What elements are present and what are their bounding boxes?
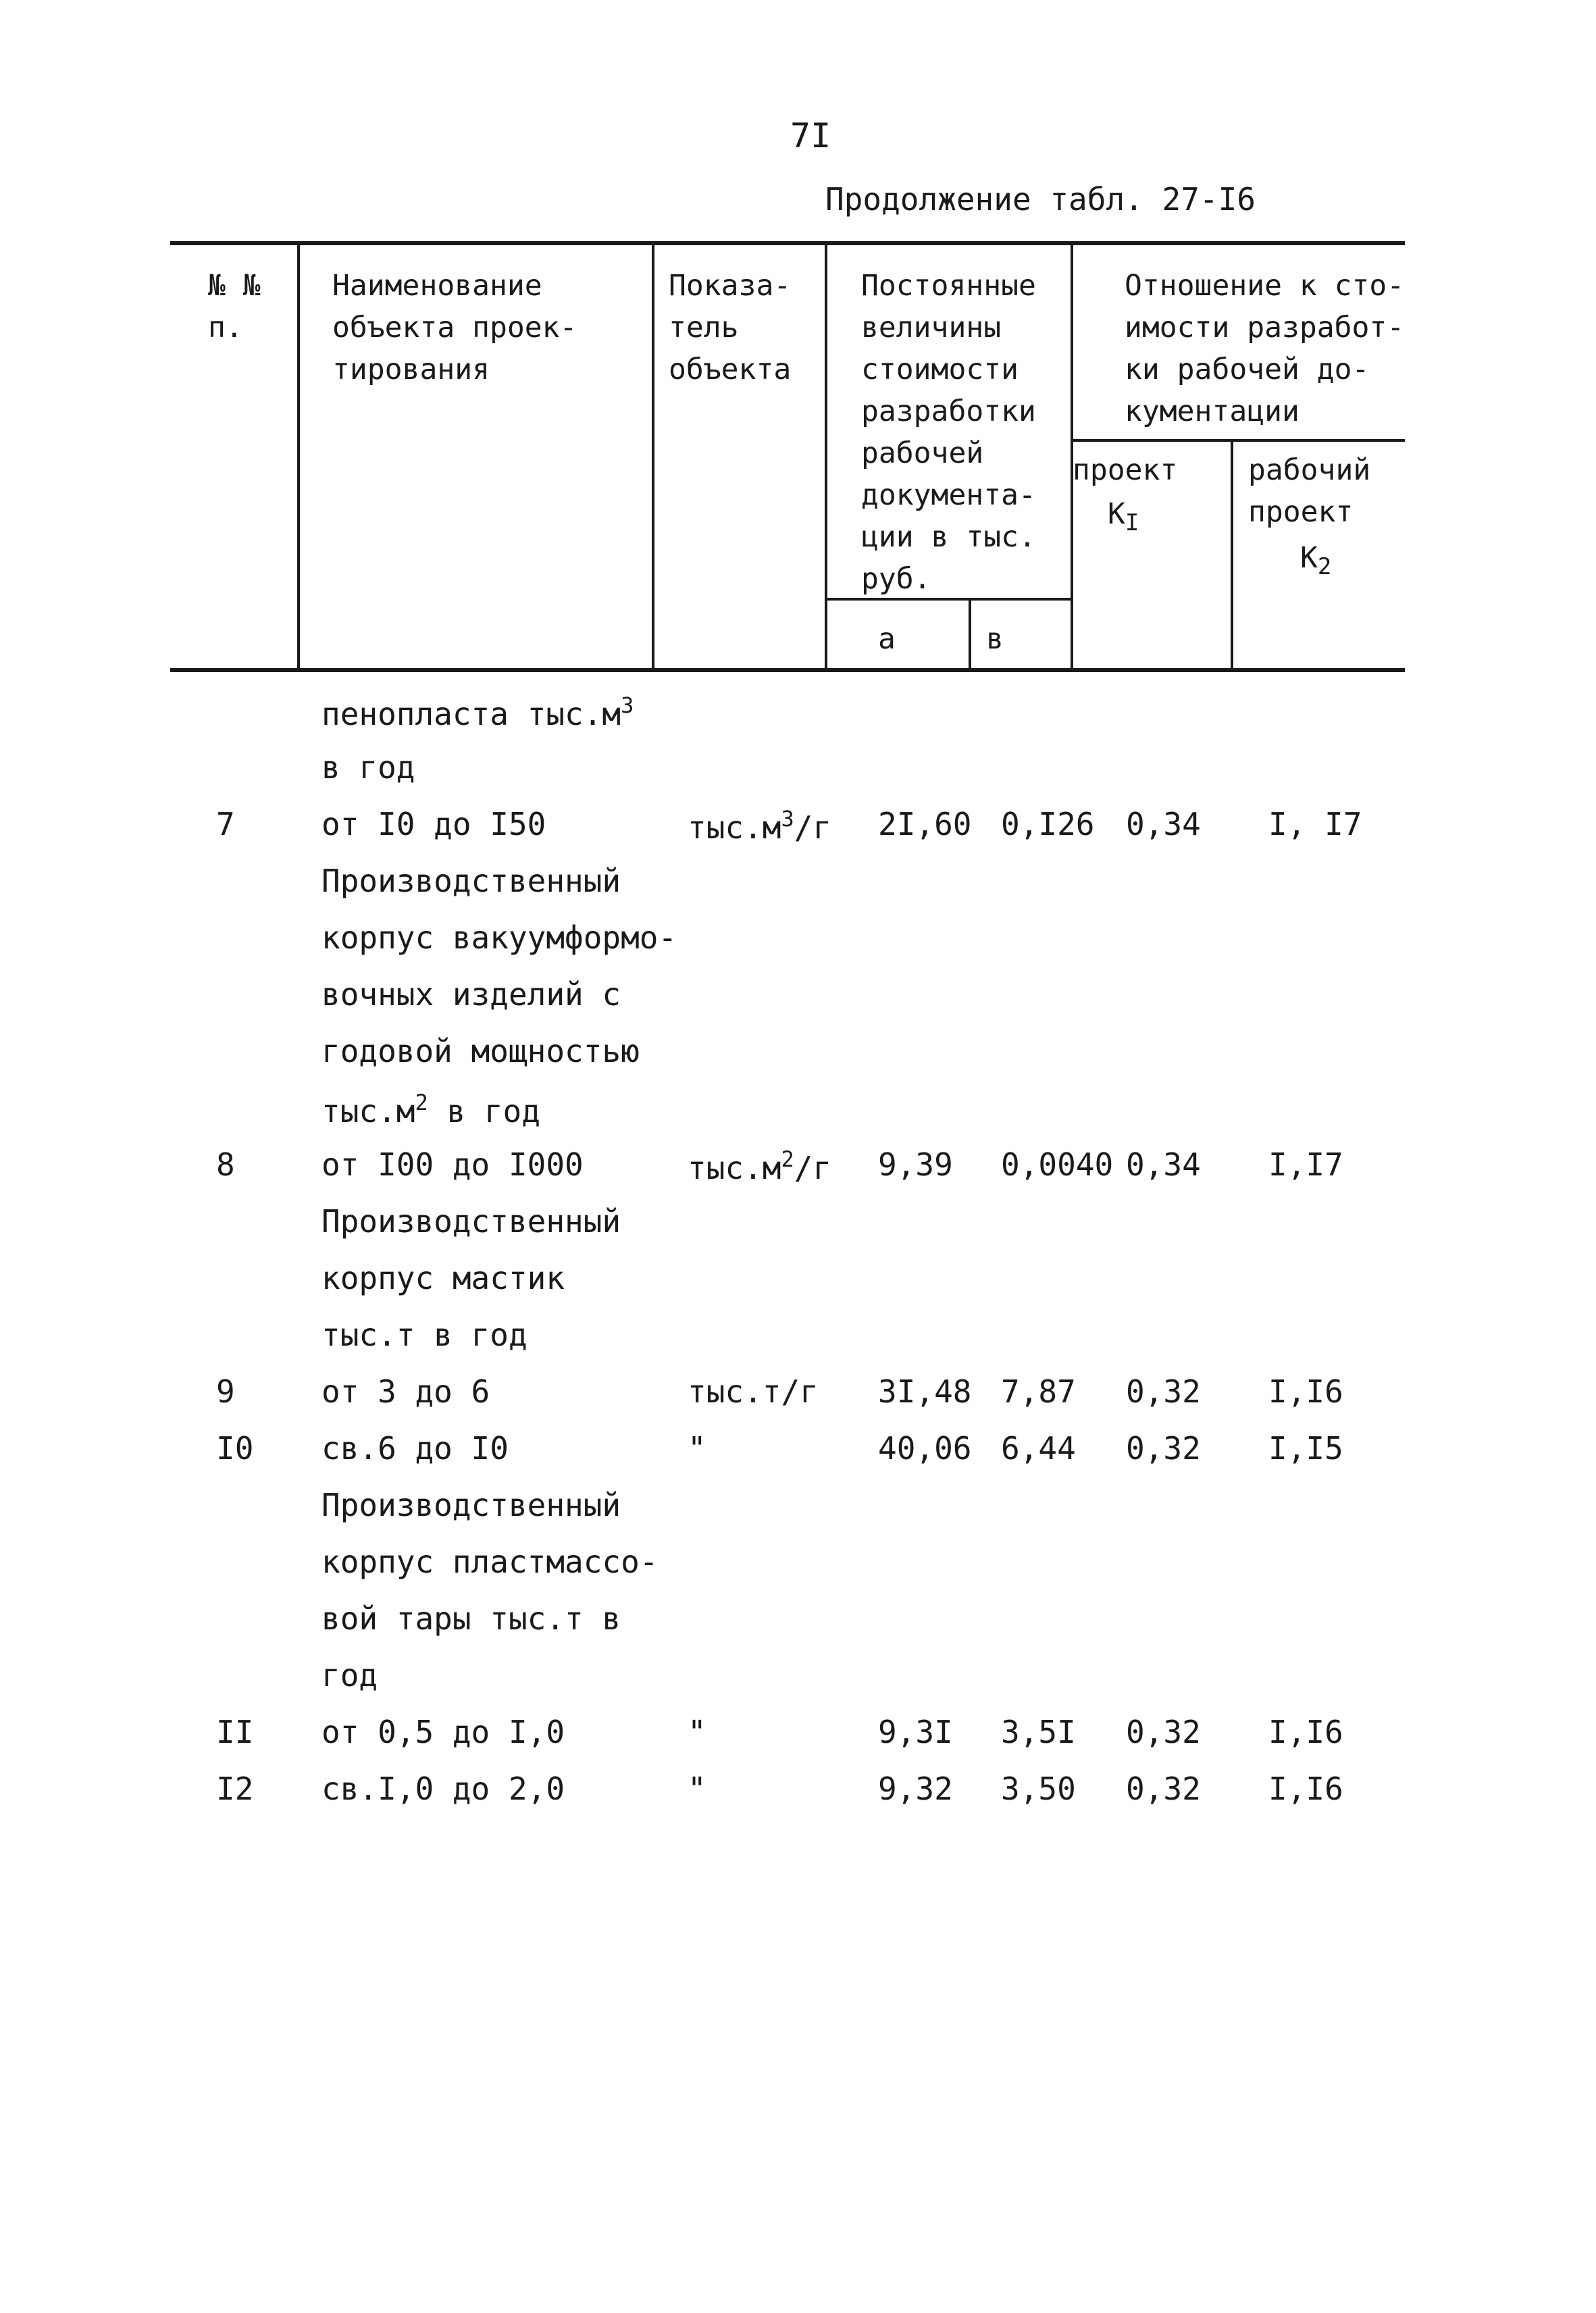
- row-name-text: пенопласта тыс.м: [321, 696, 621, 732]
- row-name: [321, 1544, 659, 1580]
- row-ratio-k1: [1126, 1373, 1201, 1410]
- row-indicator: [688, 1771, 706, 1807]
- row-value-a-text: 40,06: [878, 1430, 972, 1467]
- row-ratio-k2-text: I,I6: [1268, 1771, 1343, 1807]
- row-ratio-k1-text: 0,32: [1126, 1714, 1201, 1750]
- row-ratio-k2-text: I,I5: [1268, 1430, 1343, 1467]
- row-name-text: св.6 до I0: [321, 1430, 509, 1467]
- row-indicator: [688, 1714, 706, 1750]
- row-name: [321, 1771, 565, 1807]
- page-number: 7I: [790, 116, 831, 155]
- header-constants: Постоянные величины стоимости разработки рабочей документа- ции в тыс. руб.: [861, 269, 1036, 596]
- row-indicator: [688, 806, 831, 846]
- row-value-a: [878, 1373, 971, 1410]
- row-name-text: год: [321, 1657, 378, 1694]
- header-indicator: Показа- тель объекта: [669, 269, 792, 386]
- row-value-a-text: 9,39: [878, 1146, 953, 1183]
- row-ratio-k1: [1126, 806, 1201, 842]
- row-name: [321, 1487, 621, 1523]
- row-value-a: [878, 1146, 953, 1183]
- row-indicator: [688, 1146, 831, 1186]
- row-value-b: [1001, 1146, 1113, 1183]
- row-name: [321, 749, 415, 786]
- row-name-text: Производственный: [321, 1487, 621, 1523]
- row-indicator-tail: /г: [794, 809, 832, 846]
- row-value-a-text: 3I,48: [878, 1373, 972, 1410]
- row-value-b: [1001, 1714, 1076, 1750]
- row-name: [321, 1203, 621, 1240]
- row-name-text: от 0,5 до I,0: [321, 1714, 565, 1750]
- header-bottom-rule: [170, 668, 1405, 672]
- row-ratio-k2: [1268, 1430, 1343, 1467]
- row-indicator: [688, 1430, 706, 1467]
- row-indicator-text: тыс.т/г: [688, 1373, 819, 1410]
- row-ratio-k1-text: 0,32: [1126, 1373, 1201, 1410]
- row-value-a-text: 9,32: [878, 1771, 953, 1807]
- row-ratio-k1: [1126, 1714, 1201, 1750]
- row-name: [321, 919, 677, 956]
- row-value-a: [878, 1714, 953, 1750]
- header-k1: $К_I$: [1108, 497, 1139, 536]
- row-name: [321, 692, 634, 732]
- row-number: [216, 1146, 235, 1183]
- header-divider-constants: [825, 243, 827, 670]
- row-ratio-k1: [1126, 1771, 1201, 1807]
- row-name-superscript: 3: [621, 692, 634, 718]
- header-k2: $К_2$: [1300, 541, 1332, 580]
- header-working: рабочий проект: [1248, 453, 1371, 529]
- row-value-a-text: 9,3I: [878, 1714, 953, 1750]
- row-ratio-k1-text: 0,32: [1126, 1430, 1201, 1467]
- row-name: [321, 863, 621, 899]
- row-value-b-text: 3,50: [1001, 1771, 1076, 1807]
- row-value-b: [1001, 1771, 1076, 1807]
- header-col-b: в: [986, 622, 1004, 656]
- row-name: [321, 1260, 565, 1296]
- row-ratio-k1: [1126, 1146, 1201, 1183]
- row-value-b: [1001, 1373, 1076, 1410]
- row-ratio-k2-text: I,I6: [1268, 1714, 1343, 1750]
- header-divider-name: [297, 243, 300, 670]
- row-ratio-k2: [1268, 1146, 1343, 1183]
- row-name: [321, 1714, 565, 1750]
- header-divider-ab-v: [969, 598, 971, 670]
- row-name: [321, 1657, 378, 1694]
- row-value-b-text: 7,87: [1001, 1373, 1076, 1410]
- row-indicator-text: ": [688, 1430, 706, 1467]
- row-number-text: I0: [216, 1430, 254, 1467]
- row-ratio-k1-text: 0,34: [1126, 1146, 1201, 1183]
- row-ratio-k2-text: I, I7: [1268, 806, 1362, 842]
- row-name-text: тыс.т в год: [321, 1317, 527, 1353]
- row-indicator-text: ": [688, 1771, 706, 1807]
- row-name-tail: в год: [428, 1093, 540, 1129]
- row-number: [216, 1771, 253, 1807]
- row-name: [321, 806, 546, 842]
- row-value-b-text: 0,0040: [1001, 1146, 1114, 1183]
- header-divider-k: [1231, 440, 1233, 670]
- row-ratio-k2: [1268, 1771, 1343, 1807]
- row-name-text: св.I,0 до 2,0: [321, 1771, 565, 1807]
- row-number: [216, 1714, 253, 1750]
- row-number: [216, 1373, 235, 1410]
- row-name-text: вой тары тыс.т в: [321, 1600, 621, 1637]
- row-name: [321, 976, 621, 1013]
- row-value-a-text: 2I,60: [878, 806, 972, 842]
- row-value-a: [878, 806, 971, 842]
- row-name: [321, 1373, 490, 1410]
- row-name-text: Производственный: [321, 863, 621, 899]
- row-ratio-k2-text: I,I6: [1268, 1373, 1343, 1410]
- row-name-text: корпус вакуумформо-: [321, 919, 677, 956]
- header-top-rule: [170, 241, 1405, 245]
- row-number-text: 8: [216, 1146, 235, 1183]
- header-col-a: а: [878, 622, 896, 656]
- row-name-text: годовой мощностью: [321, 1033, 640, 1069]
- row-number: [216, 806, 235, 842]
- row-value-a: [878, 1771, 953, 1807]
- row-number-text: II: [216, 1714, 254, 1750]
- row-ratio-k1: [1126, 1430, 1201, 1467]
- row-name: [321, 1033, 640, 1069]
- row-number-text: 7: [216, 806, 235, 842]
- row-ratio-k2-text: I,I7: [1268, 1146, 1343, 1183]
- row-name-text: от 3 до 6: [321, 1373, 490, 1410]
- row-number-text: I2: [216, 1771, 254, 1807]
- row-ratio-k1-text: 0,32: [1126, 1771, 1201, 1807]
- row-value-b-text: 6,44: [1001, 1430, 1076, 1467]
- row-ratio-k2: [1268, 1714, 1343, 1750]
- row-name-text: от I0 до I50: [321, 806, 546, 842]
- row-name-text: тыс.м: [321, 1093, 415, 1129]
- row-name: [321, 1600, 621, 1637]
- row-name-text: от I00 до I000: [321, 1146, 584, 1183]
- row-ratio-k2: [1268, 1373, 1343, 1410]
- row-value-b: [1001, 1430, 1076, 1467]
- row-indicator-text: тыс.м: [688, 809, 781, 846]
- row-name: [321, 1146, 584, 1183]
- row-name-text: корпус мастик: [321, 1260, 565, 1296]
- row-name-text: корпус пластмассо-: [321, 1544, 659, 1580]
- row-name-text: в год: [321, 749, 415, 786]
- row-number: [216, 1430, 253, 1467]
- row-ratio-k2: [1268, 806, 1362, 842]
- header-ratio: Отношение к сто- имости разработ- ки рабочей до- кументации: [1125, 269, 1405, 428]
- row-name-text: вочных изделий с: [321, 976, 621, 1013]
- row-name: [321, 1090, 540, 1129]
- header-divider-indicator: [652, 243, 654, 670]
- row-indicator-superscript: 3: [781, 806, 794, 832]
- row-number-text: 9: [216, 1373, 235, 1410]
- header-project: проект: [1073, 453, 1178, 487]
- row-name-text: Производственный: [321, 1203, 621, 1240]
- header-num: № № п.: [208, 269, 261, 345]
- row-value-a: [878, 1430, 971, 1467]
- row-indicator-text: тыс.м: [688, 1150, 781, 1186]
- row-value-b: [1001, 806, 1094, 842]
- header-divider-ratio-h: [1071, 439, 1405, 442]
- row-value-b-text: 3,5I: [1001, 1714, 1076, 1750]
- row-name: [321, 1430, 509, 1467]
- row-ratio-k1-text: 0,34: [1126, 806, 1201, 842]
- header-name: Наименование объекта проек- тирования: [332, 269, 577, 386]
- row-indicator: [688, 1373, 819, 1410]
- row-value-b-text: 0,I26: [1001, 806, 1095, 842]
- row-name-superscript: 2: [415, 1090, 428, 1115]
- table-caption: Продолжение табл. 27-I6: [825, 181, 1256, 218]
- row-indicator-superscript: 2: [781, 1146, 794, 1172]
- row-indicator-text: ": [688, 1714, 706, 1750]
- row-indicator-tail: /г: [794, 1150, 832, 1186]
- row-name: [321, 1317, 527, 1353]
